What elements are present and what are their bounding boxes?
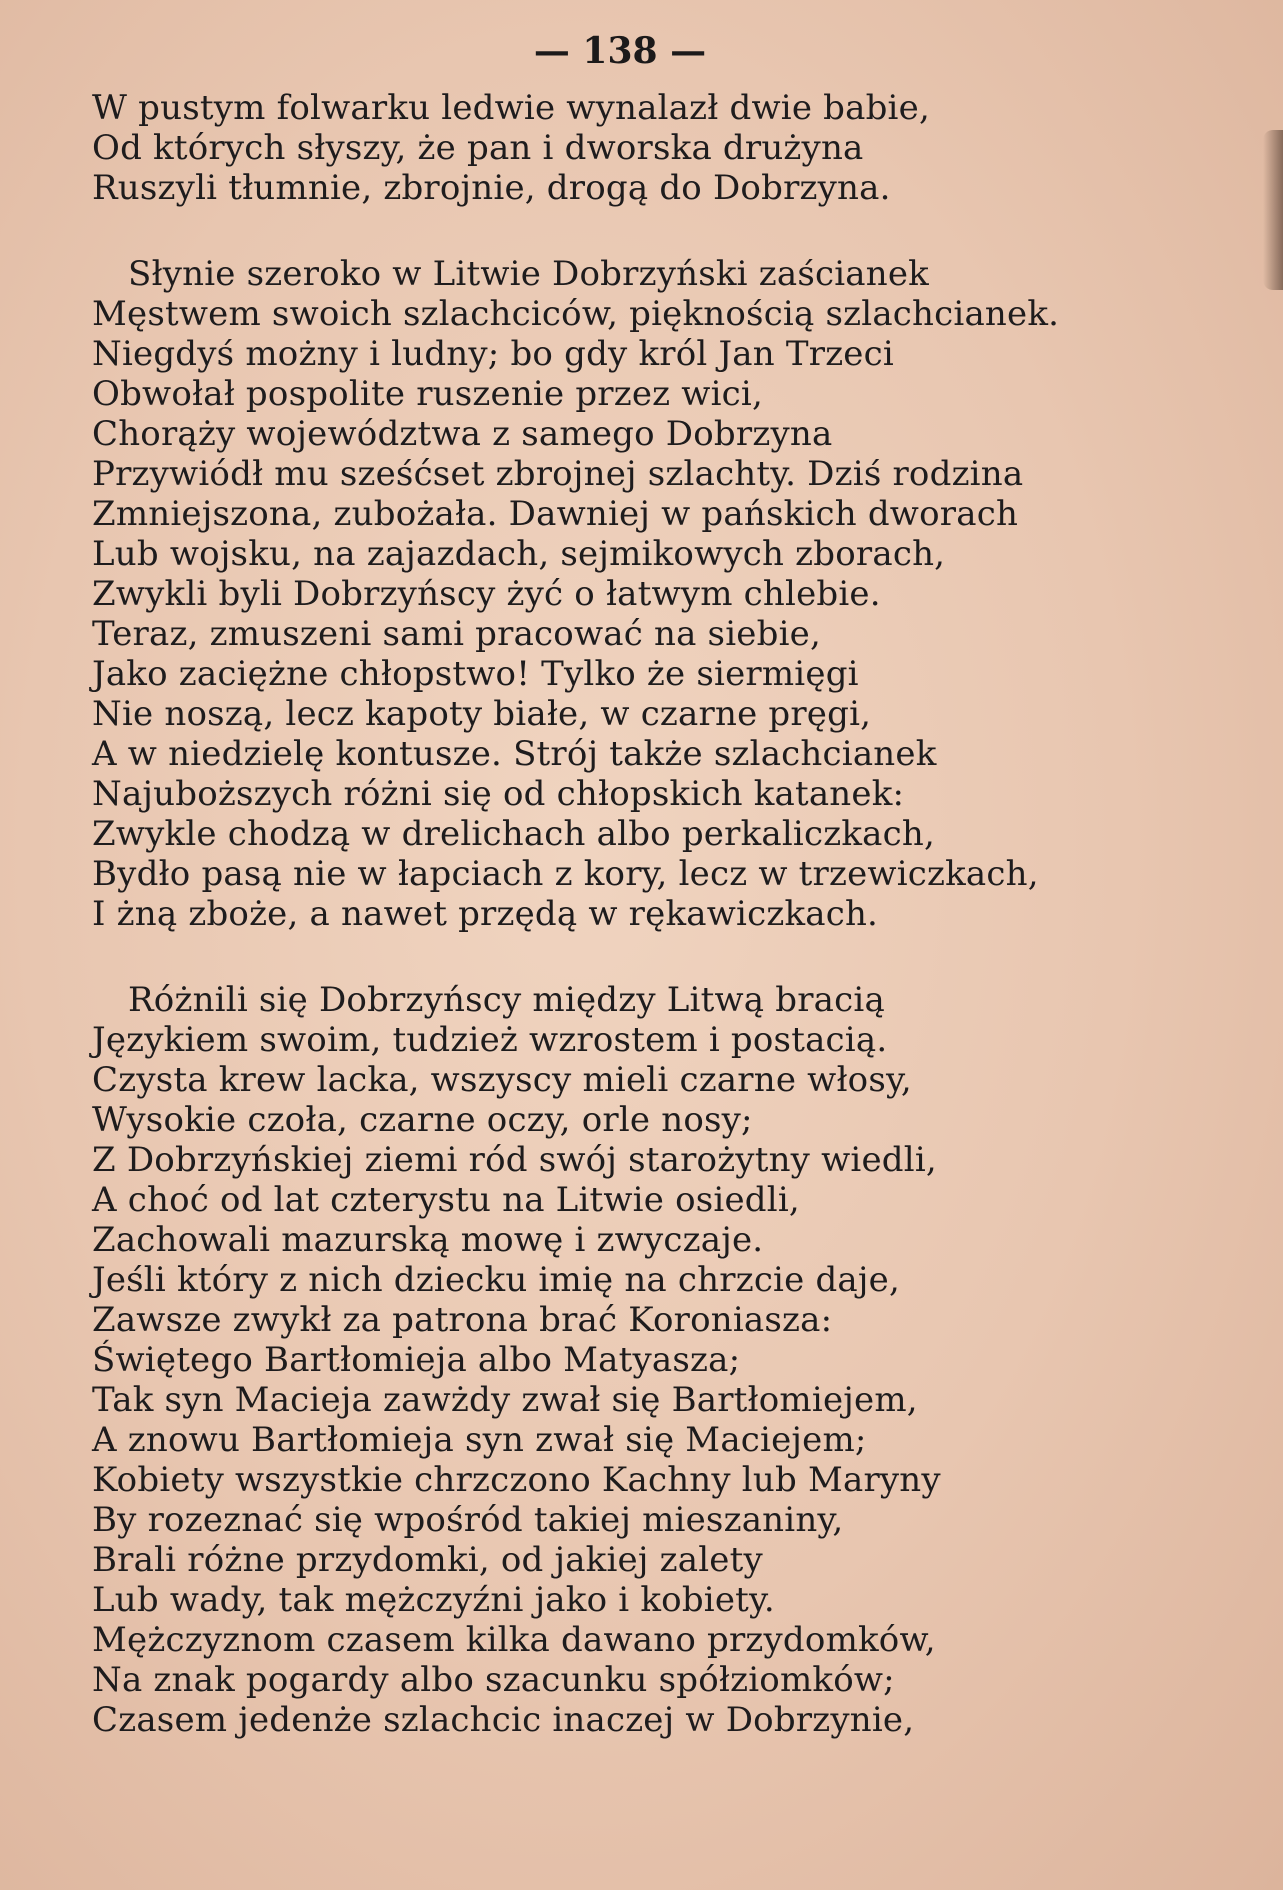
- verse-line: Językiem swoim, tudzież wzrostem i postacią.: [92, 1020, 888, 1060]
- verse-line: A znowu Bartłomieja syn zwał się Maciejem;: [92, 1420, 867, 1460]
- verse-line: Bydło pasą nie w łapciach z kory, lecz w trzewiczkach,: [92, 854, 1039, 894]
- verse-line: Brali różne przydomki, od jakiej zalety: [92, 1540, 763, 1580]
- verse-line: Jako zaciężne chłopstwo! Tylko że siermięgi: [92, 654, 859, 694]
- poem-text: [92, 88, 1242, 1740]
- verse-line: Słynie szeroko w Litwie Dobrzyński zaścianek: [128, 254, 929, 294]
- verse-line: Lub wady, tak mężczyźni jako i kobiety.: [92, 1580, 775, 1620]
- verse-line: Najuboższych różni się od chłopskich katanek:: [92, 774, 905, 814]
- verse-line: Mężczyznom czasem kilka dawano przydomków,: [92, 1620, 936, 1660]
- verse-line: Wysokie czoła, czarne oczy, orle nosy;: [92, 1100, 753, 1140]
- verse-line: Zawsze zwykł za patrona brać Koroniasza:: [92, 1300, 833, 1340]
- verse-line: By rozeznać się wpośród takiej mieszaniny,: [92, 1500, 844, 1540]
- verse-line: Nie noszą, lecz kapoty białe, w czarne pręgi,: [92, 694, 872, 734]
- verse-line: A choć od lat czterystu na Litwie osiedli,: [92, 1180, 800, 1220]
- verse-line: Zwykli byli Dobrzyńscy żyć o łatwym chlebie.: [92, 574, 881, 614]
- verse-line: Różnili się Dobrzyńscy między Litwą bracią: [128, 980, 885, 1020]
- verse-line: Jeśli który z nich dziecku imię na chrzcie daje,: [92, 1260, 900, 1300]
- verse-line: W pustym folwarku ledwie wynalazł dwie babie,: [92, 88, 930, 128]
- verse-line: Czysta krew lacka, wszyscy mieli czarne włosy,: [92, 1060, 912, 1100]
- verse-line: Świętego Bartłomieja albo Matyasza;: [92, 1340, 741, 1380]
- verse-line: A w niedzielę kontusze. Strój także szlachcianek: [92, 734, 937, 774]
- verse-line: Tak syn Macieja zawżdy zwał się Bartłomiejem,: [92, 1380, 918, 1420]
- verse-line: Od których słyszy, że pan i dworska drużyna: [92, 128, 864, 168]
- verse-line: Zmniejszona, zubożała. Dawniej w pańskich dworach: [92, 494, 1019, 534]
- verse-line: Czasem jedenże szlachcic inaczej w Dobrzynie,: [92, 1700, 915, 1740]
- stanza-3: [92, 980, 1242, 1740]
- verse-line: Lub wojsku, na zajazdach, sejmikowych zborach,: [92, 534, 946, 574]
- stanza-1: [92, 88, 1242, 208]
- verse-line: Męstwem swoich szlachciców, pięknością szlachcianek.: [92, 294, 1060, 334]
- verse-line: I żną zboże, a nawet przędą w rękawiczkach.: [92, 894, 879, 934]
- verse-line: Obwołał pospolite ruszenie przez wici,: [92, 374, 763, 414]
- verse-line: Kobiety wszystkie chrzczono Kachny lub Maryny: [92, 1460, 941, 1500]
- page-number: — 138 —: [533, 30, 707, 72]
- verse-line: Z Dobrzyńskiej ziemi ród swój starożytny wiedli,: [92, 1140, 937, 1180]
- verse-line: Zwykle chodzą w drelichach albo perkaliczkach,: [92, 814, 935, 854]
- verse-line: Zachowali mazurską mowę i zwyczaje.: [92, 1220, 764, 1260]
- verse-line: Teraz, zmuszeni sami pracować na siebie,: [92, 614, 821, 654]
- verse-line: Przywiódł mu sześćset zbrojnej szlachty. Dziś rodzina: [92, 454, 1024, 494]
- verse-line: Niegdyś możny i ludny; bo gdy król Jan Trzeci: [92, 334, 894, 374]
- stanza-2: [92, 254, 1242, 934]
- verse-line: Ruszyli tłumnie, zbrojnie, drogą do Dobrzyna.: [92, 168, 891, 208]
- verse-line: Chorąży województwa z samego Dobrzyna: [92, 414, 833, 454]
- verse-line: Na znak pogardy albo szacunku spółziomków;: [92, 1660, 895, 1700]
- page-edge-shadow: [1263, 130, 1283, 290]
